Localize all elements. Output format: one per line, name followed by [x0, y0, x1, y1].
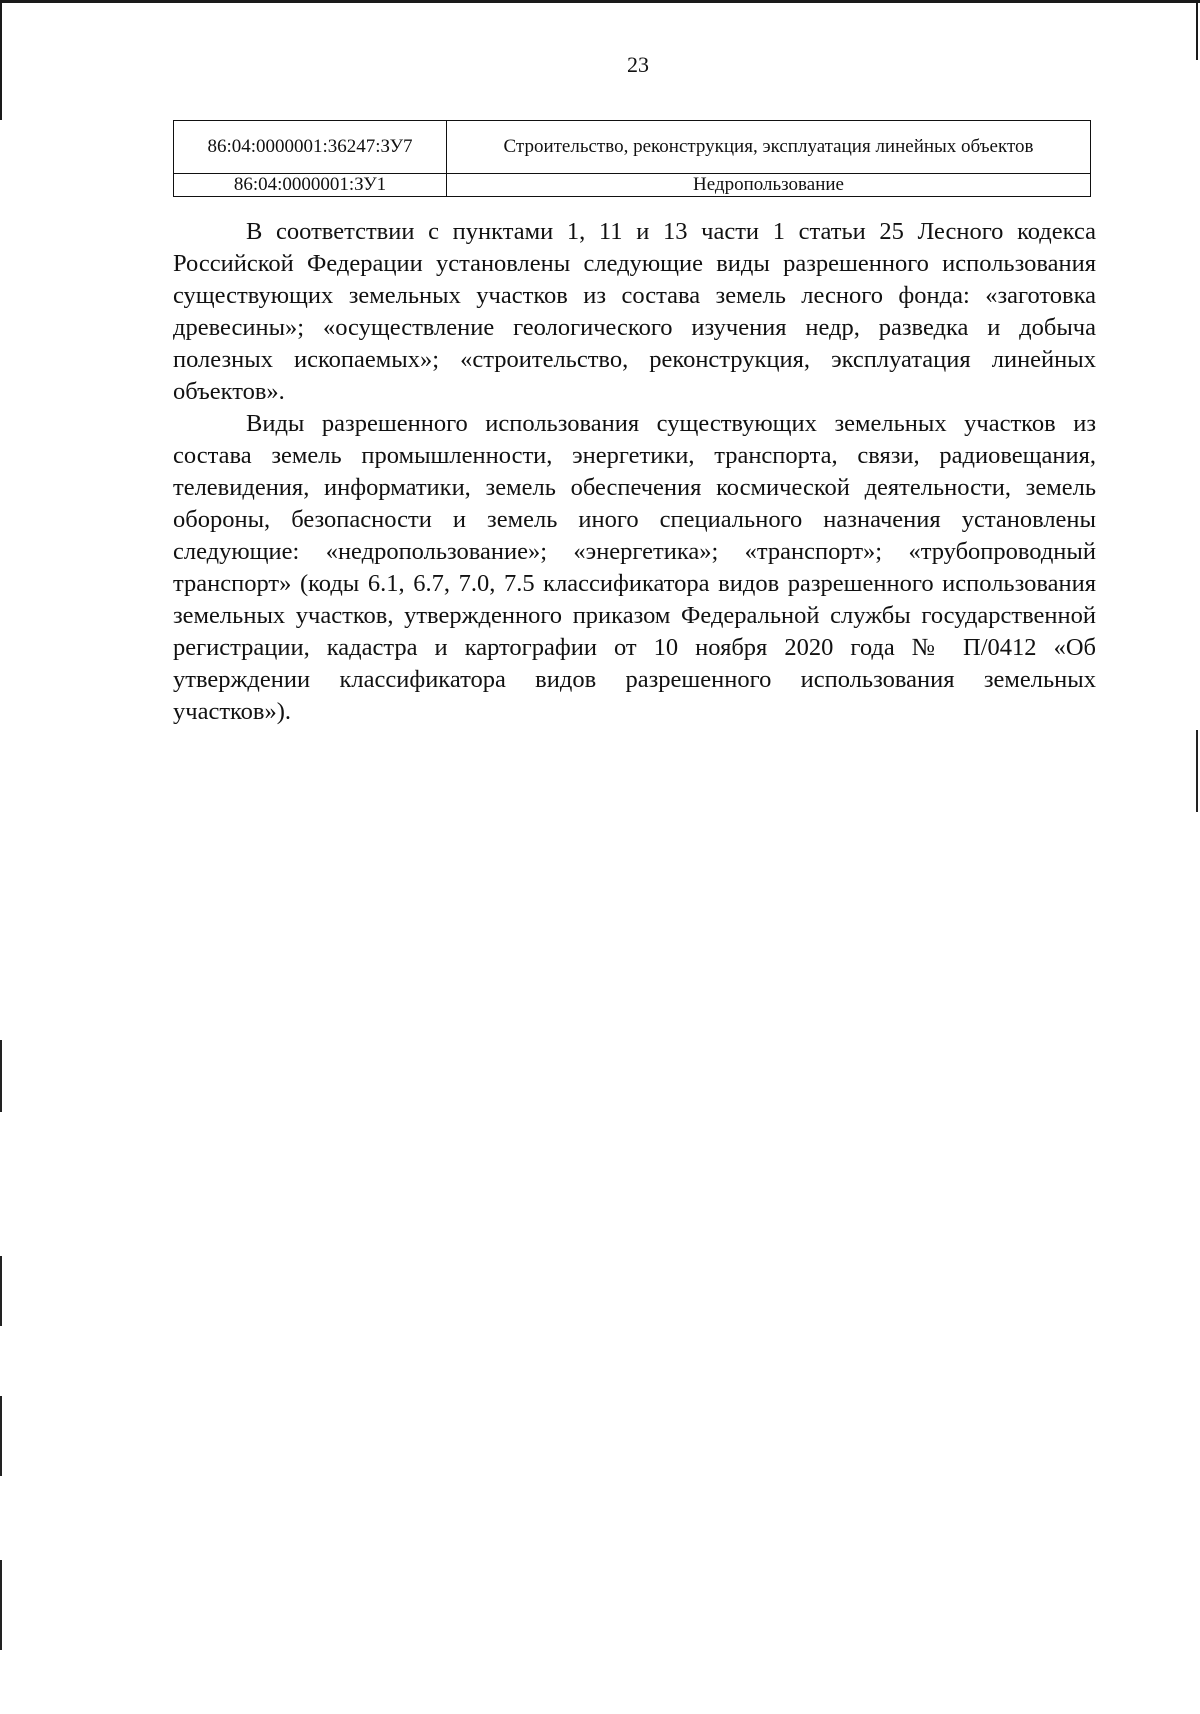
scan-mark — [0, 1256, 2, 1326]
paragraph-industrial-lands: Виды разрешенного использования существующих земельных участков из состава земель промышленности, энергетики, транспорта, связи, радиовещания, телевидения, информатики, земель обеспечения космической деятельности, земель обороны, безопасности и земель иного специального назначения установлены следующие: «недропользование»; «энергетика»; «транспорт»; «трубопроводный транспорт» (коды 6.1, 6.7, 7.0, 7.5 классификатора видов разрешенного использования земельных участков, утвержденного приказом Федеральной службы государственной регистрации, кадастра и картографии от 10 ноября 2020 года № П/0412 «Об утверждении классификатора видов разрешенного использования земельных участков»). — [173, 410, 1096, 725]
page-number: 23 — [627, 52, 649, 77]
cadastral-number-cell: 86:04:0000001:36247:ЗУ7 — [174, 121, 447, 174]
table-row — [174, 174, 1091, 197]
scan-mark — [0, 1560, 2, 1650]
permitted-use-cell: Недропользование — [447, 174, 1091, 197]
paragraph-forest-fund: В соответствии с пунктами 1, 11 и 13 части 1 статьи 25 Лесного кодекса Российской Федерации установлены следующие виды разрешенного использования существующих земельных участков из состава земель лесного фонда: «заготовка древесины»; «осуществление геологического изучения недр, разведка и добыча полезных ископаемых»; «строительство, реконструкция, эксплуатация линейных объектов». — [173, 218, 1096, 405]
document-body — [173, 216, 1096, 728]
table-row — [174, 121, 1091, 174]
scan-mark — [0, 1040, 2, 1112]
scan-mark — [0, 1396, 2, 1476]
scan-border-right — [1196, 0, 1198, 60]
scan-mark — [1196, 730, 1198, 812]
land-plots-table — [173, 120, 1091, 197]
permitted-use-cell: Строительство, реконструкция, эксплуатация линейных объектов — [447, 121, 1091, 174]
cadastral-number-cell: 86:04:0000001:ЗУ1 — [174, 174, 447, 197]
scan-border-top — [0, 0, 1200, 3]
